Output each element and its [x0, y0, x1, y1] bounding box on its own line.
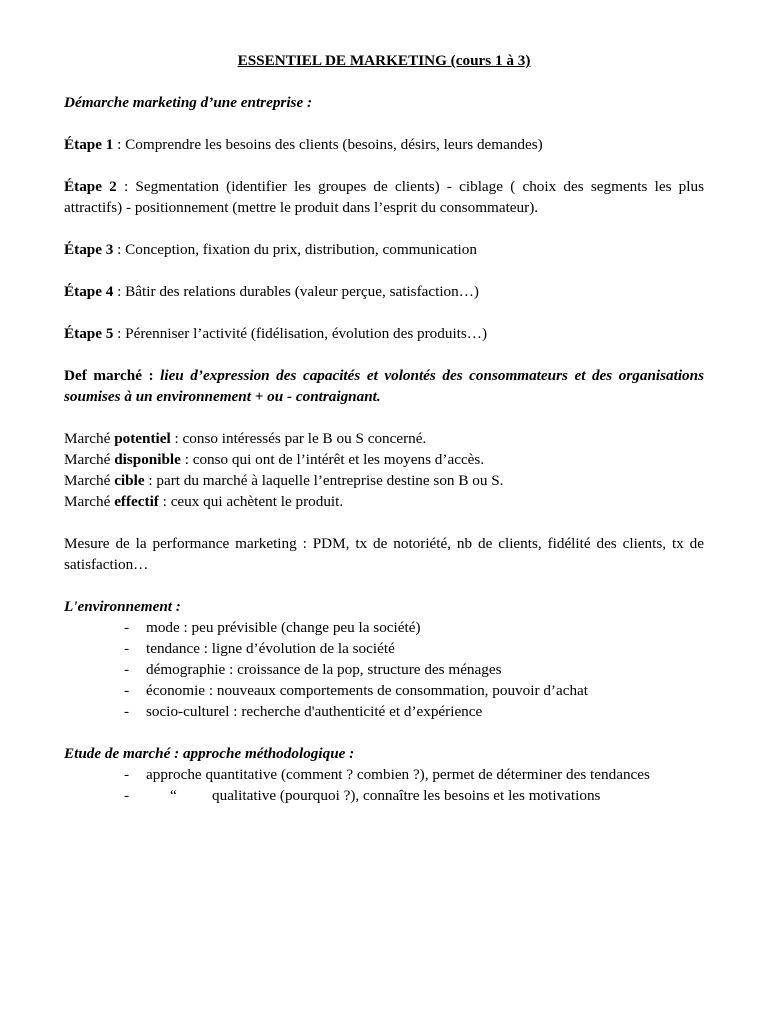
marche-prefix: Marché [64, 451, 115, 468]
etape-label: Étape 4 [64, 283, 114, 300]
marche-prefix: Marché [64, 472, 115, 489]
def-marche-sep: : [141, 367, 161, 384]
etude-heading: Etude de marché : approche méthodologique : [64, 745, 355, 762]
marche-text: : conso qui ont de l’intérêt et les moyens d’accès. [180, 451, 485, 468]
etape-1 [64, 134, 704, 155]
list-item [64, 701, 704, 722]
dash-mark: - [124, 640, 130, 657]
etape-4 [64, 281, 704, 302]
list-item-text: approche quantitative (comment ? combien ?), permet de déterminer des tendances [146, 766, 650, 783]
marche-text: : ceux qui achètent le produit. [158, 493, 344, 510]
etape-label: Étape 3 [64, 241, 114, 258]
list-item-text: qualitative (pourquoi ?), connaître les besoins et les motivations [212, 787, 601, 804]
mesure-performance: Mesure de la performance marketing : PDM, tx de notoriété, nb de clients, fidélité des clients, tx de satisfaction… [64, 535, 704, 573]
marche-type: cible [114, 472, 145, 489]
dash-mark: - [124, 766, 130, 783]
list-item [64, 659, 704, 680]
list-item-text: tendance : ligne d’évolution de la société [146, 640, 395, 657]
dash-mark: - [124, 661, 130, 678]
marche-text: : conso intéressés par le B ou S concerné. [170, 430, 427, 447]
etape-text: : Comprendre les besoins des clients (besoins, désirs, leurs demandes) [113, 136, 543, 153]
dash-mark: - [124, 619, 130, 636]
dash-mark: - [124, 787, 130, 804]
etude-list [64, 764, 704, 806]
marche-type: disponible [114, 451, 181, 468]
list-item-text: socio-culturel : recherche d'authenticité et d’expérience [146, 703, 483, 720]
etape-text: : Bâtir des relations durables (valeur perçue, satisfaction…) [113, 283, 479, 300]
page-title: ESSENTIEL DE MARKETING (cours 1 à 3) [237, 52, 531, 69]
list-item [64, 680, 704, 701]
demarche-heading: Démarche marketing d’une entreprise : [64, 94, 313, 111]
dash-mark: - [124, 703, 130, 720]
def-marche-text: lieu d’expression des capacités et volontés des consommateurs et des organisations soumises à un environnement + ou - contraignant. [64, 367, 705, 405]
marche-cible [64, 470, 704, 491]
list-item [64, 638, 704, 659]
list-item-text: mode : peu prévisible (change peu la société) [146, 619, 421, 636]
etape-2 [64, 176, 704, 218]
environnement-heading: L'environnement : [64, 598, 181, 615]
marche-prefix: Marché [64, 493, 115, 510]
marche-disponible [64, 449, 704, 470]
dash-mark: - [124, 682, 130, 699]
ditto-mark: “ [170, 787, 177, 804]
etape-text: : Segmentation (identifier les groupes de clients) - ciblage ( choix des segments les plus attractifs) - positionnement (mettre le produit dans l’esprit du consommateur). [64, 178, 704, 216]
etape-label: Étape 1 [64, 136, 114, 153]
etape-5 [64, 323, 704, 344]
etape-label: Étape 5 [64, 325, 114, 342]
list-item-text: démographie : croissance de la pop, structure des ménages [146, 661, 502, 678]
marche-text: : part du marché à laquelle l’entreprise destine son B ou S. [144, 472, 504, 489]
list-item [64, 617, 704, 638]
environnement-list [64, 617, 704, 722]
list-item [64, 785, 704, 806]
etape-label: Étape 2 [64, 178, 117, 195]
marche-effectif [64, 491, 704, 512]
marche-potentiel [64, 428, 704, 449]
etape-text: : Pérenniser l’activité (fidélisation, évolution des produits…) [113, 325, 488, 342]
marche-type: effectif [114, 493, 159, 510]
marche-type: potentiel [114, 430, 171, 447]
def-marche [64, 365, 704, 407]
def-marche-label: Def marché [64, 367, 142, 384]
etape-3 [64, 239, 704, 260]
list-item [64, 764, 704, 785]
etape-text: : Conception, fixation du prix, distribution, communication [113, 241, 477, 258]
list-item-text: économie : nouveaux comportements de consommation, pouvoir d’achat [146, 682, 589, 699]
marche-prefix: Marché [64, 430, 115, 447]
